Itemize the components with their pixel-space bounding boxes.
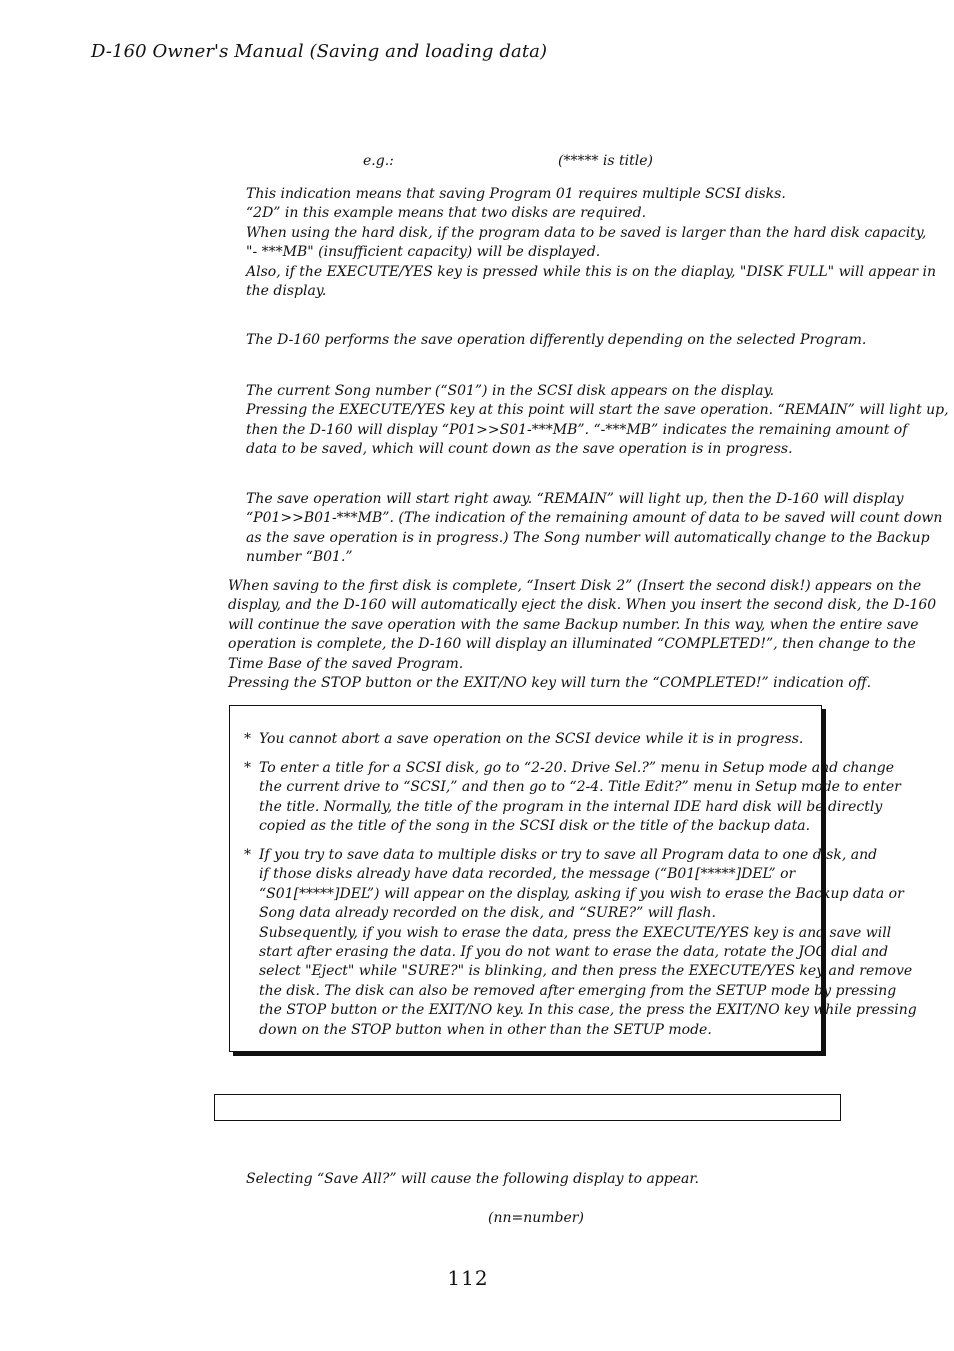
text-line: The save operation will start right away. “REMAIN” will light up, then the D-160 will display xyxy=(246,491,904,507)
text-line: "- ***MB" (insufficient capacity) will be displayed. xyxy=(246,244,601,261)
note-line: Song data already recorded on the disk, and “SURE?” will flash. xyxy=(259,905,716,922)
note-line: copied as the title of the song in the SCSI disk or the title of the backup data. xyxy=(259,818,811,835)
section-heading-box xyxy=(214,1094,841,1121)
save-all-text: Selecting “Save All?” will cause the following display to appear. xyxy=(246,1171,699,1187)
note-bullet: * xyxy=(244,731,251,747)
text-line: The current Song number (“S01”) in the SCSI disk appears on the display. xyxy=(246,383,775,399)
note-bullet: * xyxy=(244,847,251,863)
song-case-paragraph xyxy=(246,382,949,460)
note-line: You cannot abort a save operation on the SCSI device while it is in progress. xyxy=(259,731,804,747)
text-line: number “B01.” xyxy=(246,549,353,566)
notes-box xyxy=(229,705,917,1052)
text-line: This indication means that saving Program 01 requires multiple SCSI disks. xyxy=(246,186,786,202)
text-line: the display. xyxy=(246,283,327,300)
text-line: “P01>>B01-***MB”. (The indication of the remaining amount of data to be saved will count down xyxy=(246,510,943,527)
note-line: if those disks already have data recorded, the message (“B01[*****]DEL” or xyxy=(259,866,796,883)
text-line: as the save operation is in progress.) The Song number will automatically change to the Backup xyxy=(246,529,930,546)
text-line: “2D” in this example means that two disks are required. xyxy=(246,205,647,222)
note-line: To enter a title for a SCSI disk, go to “2-20. Drive Sel.?” menu in Setup mode and change xyxy=(259,760,895,776)
text-line: operation is complete, the D-160 will display an illuminated “COMPLETED!”, then change to the xyxy=(228,636,916,653)
text-line: Pressing the STOP button or the EXIT/NO key will turn the “COMPLETED!” indication off. xyxy=(228,675,872,692)
note-line: If you try to save data to multiple disks or try to save all Program data to one disk, and xyxy=(259,847,878,863)
note-line: the STOP button or the EXIT/NO key. In this case, the press the EXIT/NO key while pressing xyxy=(259,1002,917,1019)
example-title-note: (***** is title) xyxy=(558,153,653,169)
note-line: start after erasing the data. If you do not want to erase the data, rotate the JOG dial and xyxy=(259,944,889,960)
note-line: the disk. The disk can also be removed after emerging from the SETUP mode by pressing xyxy=(259,982,897,999)
example-label: e.g.: xyxy=(363,153,394,169)
backup-case-paragraph xyxy=(246,490,942,568)
text-line: then the D-160 will display “P01>>S01-***MB”. “-***MB” indicates the remaining amount of xyxy=(246,421,908,438)
text-line: When using the hard disk, if the program data to be saved is larger than the hard disk capacity, xyxy=(246,224,927,241)
note-bullet: * xyxy=(244,760,251,776)
text-line: Also, if the EXECUTE/YES key is pressed while this is on the diaplay, "DISK FULL" will appear in xyxy=(246,263,936,280)
note-line: select "Eject" while "SURE?" is blinking, and then press the EXECUTE/YES key and remove xyxy=(259,963,913,980)
note-line: the current drive to “SCSI,” and then go to “2-4. Title Edit?” menu in Setup mode to enter xyxy=(259,779,901,796)
note-line: down on the STOP button when in other than the SETUP mode. xyxy=(259,1021,712,1038)
page-number: 112 xyxy=(447,1266,489,1290)
text-line: When saving to the first disk is complete, “Insert Disk 2” (Insert the second disk!) appears on the xyxy=(228,578,922,594)
multi-disk-paragraph xyxy=(246,185,936,301)
page-header-title: D-160 Owner's Manual (Saving and loading data) xyxy=(91,41,548,62)
save-differs-text: The D-160 performs the save operation differently depending on the selected Program. xyxy=(246,332,867,348)
insert-disk-paragraph xyxy=(228,577,936,693)
text-line: data to be saved, which will count down as the save operation is in progress. xyxy=(246,441,793,458)
text-line: display, and the D-160 will automatically eject the disk. When you insert the second disk, the D-160 xyxy=(228,597,937,614)
text-line: Time Base of the saved Program. xyxy=(228,655,464,672)
number-note: (nn=number) xyxy=(488,1210,584,1226)
text-line: will continue the save operation with the same Backup number. In this way, when the entire save xyxy=(228,616,919,633)
note-line: the title. Normally, the title of the program in the internal IDE hard disk will be directly xyxy=(259,798,883,815)
note-line: “S01[*****]DEL”) will appear on the display, asking if you wish to erase the Backup data or xyxy=(259,885,904,902)
note-line: Subsequently, if you wish to erase the data, press the EXECUTE/YES key is and save will xyxy=(259,924,892,941)
text-line: Pressing the EXECUTE/YES key at this point will start the save operation. “REMAIN” will light up, xyxy=(246,402,949,419)
